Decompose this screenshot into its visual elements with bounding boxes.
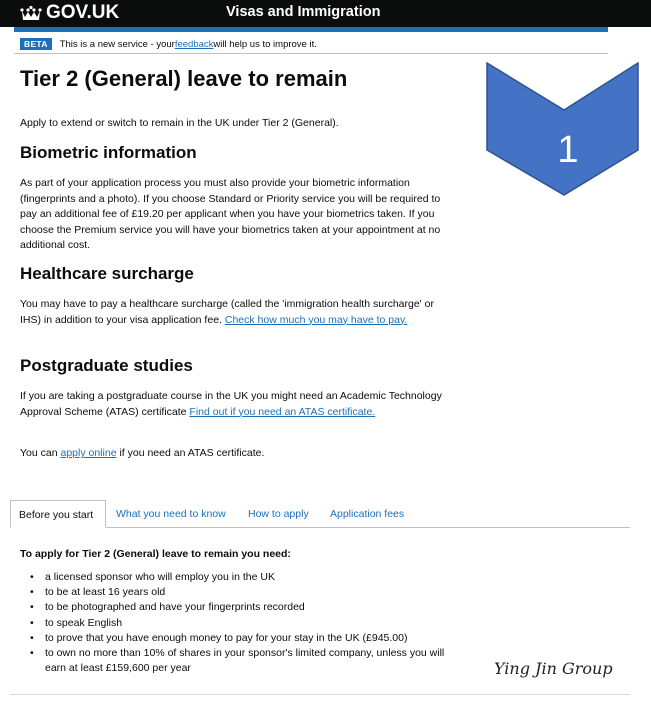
- heading-biometric: Biometric information: [20, 143, 197, 162]
- beta-banner: [20, 38, 317, 50]
- govuk-logo[interactable]: [20, 2, 119, 24]
- step-chevron: [486, 62, 640, 196]
- requirements-list: [26, 570, 446, 676]
- check-surcharge-link[interactable]: Check how much you may have to pay.: [224, 313, 408, 326]
- beta-text-before: This is a new service - your: [59, 38, 175, 50]
- healthcare-body: You may have to pay a healthcare surcharge (called the 'immigration health surcharge' or IHS) in addition to your visa application fee.: [20, 298, 434, 326]
- service-name[interactable]: Visas and Immigration: [226, 4, 381, 20]
- header-blue-rule: [14, 27, 608, 32]
- watermark: Ying Jin Group: [494, 659, 613, 678]
- beta-tag: BETA: [20, 38, 52, 50]
- step-number: 1: [557, 129, 579, 171]
- list-item: • to prove that you have enough money to pay for your stay in the UK (£945.00): [26, 631, 446, 646]
- page-title: Tier 2 (General) leave to remain: [20, 66, 348, 91]
- list-item: • a licensed sponsor who will employ you in the UK: [26, 570, 446, 585]
- apply-online-before: You can: [20, 447, 61, 459]
- list-item: • to speak English: [26, 616, 446, 631]
- atas-link[interactable]: Find out if you need an ATAS certificate.: [189, 405, 376, 418]
- list-item: • to be photographed and have your fingerprints recorded: [26, 600, 446, 615]
- bottom-divider: [10, 694, 630, 695]
- gov-header: [0, 0, 651, 27]
- panel-title: To apply for Tier 2 (General) leave to remain you need:: [20, 548, 291, 560]
- list-item: • to be at least 16 years old: [26, 585, 446, 600]
- biometric-text: As part of your application process you must also provide your biometric information (fingerprints and a photo). If you choose Standard or Priority service you will be required to pay an additional fee of £19.20 per applicant when you have your biometrics taken. If you choose the Premium service you will have your biometrics taken at your appointment at no additional cost.: [20, 177, 441, 251]
- beta-divider: [14, 53, 608, 54]
- feedback-link[interactable]: feedback: [174, 38, 214, 50]
- logo-text: GOV.UK: [46, 2, 120, 23]
- heading-healthcare: Healthcare surcharge: [20, 264, 194, 283]
- tab-before-you-start[interactable]: Before you start: [10, 500, 106, 528]
- postgraduate-text: [20, 389, 450, 420]
- tab-what-you-need-to-know[interactable]: What you need to know: [116, 508, 226, 520]
- heading-postgraduate: Postgraduate studies: [20, 356, 193, 375]
- beta-text-after: will help us to improve it.: [213, 38, 317, 50]
- postgraduate-body: If you are taking a postgraduate course in the UK you might need an Academic Technology Approval Scheme (ATAS) certificate: [20, 390, 442, 418]
- healthcare-text: [20, 297, 450, 328]
- intro-text: Apply to extend or switch to remain in the UK under Tier 2 (General).: [20, 117, 339, 129]
- apply-online-after: if you need an ATAS certificate.: [116, 447, 265, 459]
- tab-bar: [10, 500, 630, 528]
- tab-how-to-apply[interactable]: How to apply: [248, 508, 309, 520]
- tab-application-fees[interactable]: Application fees: [330, 508, 405, 520]
- apply-online-text: [20, 446, 450, 462]
- apply-online-link[interactable]: apply online: [60, 447, 117, 459]
- crown-icon: [20, 4, 42, 22]
- list-item: • to own no more than 10% of shares in your sponsor's limited company, unless you will earn at least £159,600 per year: [26, 646, 446, 676]
